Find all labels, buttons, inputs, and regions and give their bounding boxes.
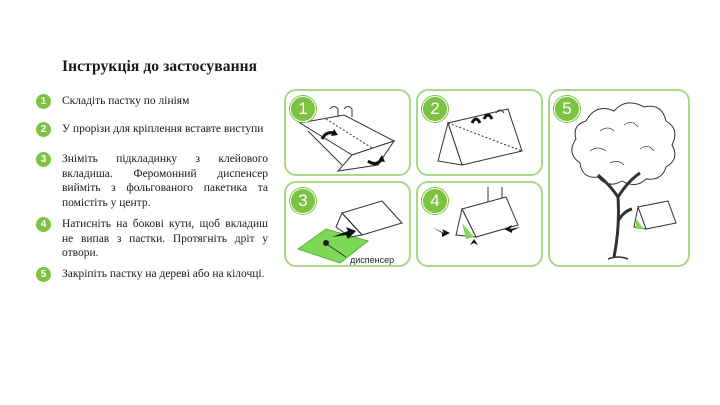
step-text: У прорізи для кріплення вставте виступи [62, 123, 264, 135]
step-text: Закріпіть пастку на дереві або на кілочці. [62, 268, 265, 280]
illustration-panel-2 [416, 89, 543, 176]
illustration-panel-1 [284, 89, 411, 176]
step-text: Натисніть на бокові кути, щоб вкладиш не випав з пастки. Протягніть дріт у отвори. [62, 218, 268, 259]
dispenser-label: диспенсер [350, 255, 395, 265]
step-text: Зніміть підкладинку з клейового вкладиша. Феромонний диспенсер вийміть з фольгованого пакетика та помістіть у центр. [62, 153, 268, 209]
step-number-badge: 3 [36, 152, 51, 167]
step-number-badge: 4 [36, 217, 51, 232]
panel-number-badge: 4 [422, 188, 448, 214]
step-number-badge: 2 [36, 122, 51, 137]
illustration-panel-5 [548, 89, 690, 267]
panel-number-badge: 5 [554, 96, 580, 122]
step-number-badge: 1 [36, 94, 51, 109]
step-text: Складіть пастку по лініям [62, 95, 190, 107]
step-number-badge: 5 [36, 267, 51, 282]
panel-number-badge: 3 [290, 188, 316, 214]
illustration-panel-4 [416, 181, 543, 267]
panel-number-badge: 2 [422, 96, 448, 122]
page-title: Інструкція до застосування [62, 58, 258, 75]
panel-number-badge: 1 [290, 96, 316, 122]
illustration-panel-3 [284, 181, 411, 267]
